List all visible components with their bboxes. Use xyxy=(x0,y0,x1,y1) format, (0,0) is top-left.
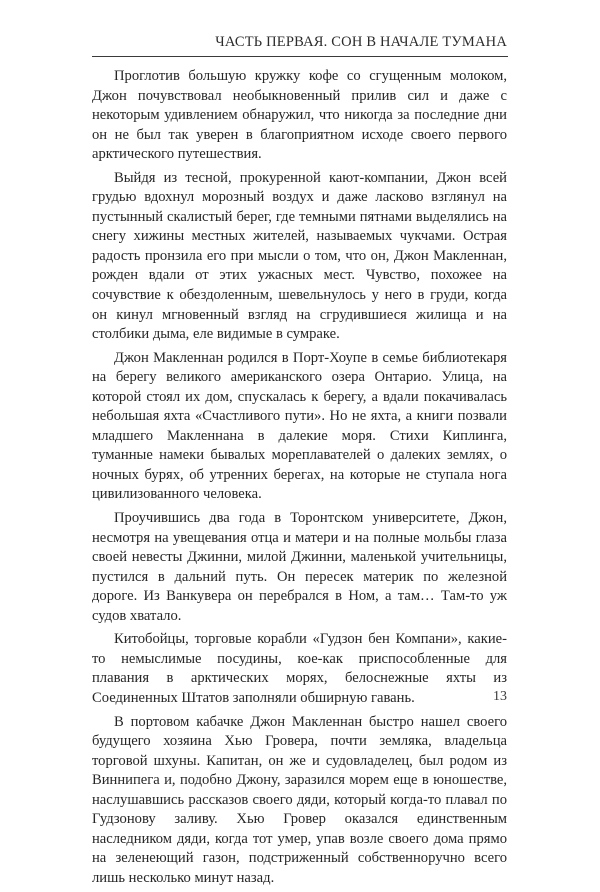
header-rule xyxy=(92,56,508,57)
page-number: 13 xyxy=(493,689,507,704)
body-text xyxy=(92,67,507,892)
running-head: ЧАСТЬ ПЕРВАЯ. СОН В НАЧАЛЕ ТУМАНА xyxy=(215,34,507,50)
paragraph: Джон Макленнан родился в Порт-Хоупе в семье библиотекаря на берегу великого американского озера Онтарио. Улица, на которой стоял их дом, спускалась к берегу, а вдали покачивалась небольшая яхта «Счастливого пути». Но не яхта, а книги позвали младшего Макленнана в далекие моря. Стихи Киплинга, туманные намеки бывалых мореплавателей о далеких землях, о ночных бурях, об утренних берегах, на которые не ступала нога цивилизованного человека. xyxy=(92,349,507,503)
paragraph: Выйдя из тесной, прокуренной кают-компании, Джон всей грудью вдохнул морозный воздух и даже ласково взглянул на пустынный скалистый берег, где темными пятнами выделялись на снегу хижины местных жителей, называемых чукчами. Острая радость пронзила его при мысли о том, что он, Джон Макленнан, рожден вдали от этих ужасных мест. Чувство, похожее на сочувствие к обездоленным, шевельнулось у него в груди, когда он кинул мгновенный взгляд на сгрудившиеся жилища и на столбики дыма, еле видимые в сумраке. xyxy=(92,169,507,343)
paragraph: Проглотив большую кружку кофе со сгущенным молоком, Джон почувствовал необыкновенный прилив сил и даже с некоторым удивлением обнаружил, что никогда за последние дни он не был так уверен в благоприятном исходе своего первого арктического путешествия. xyxy=(92,68,507,163)
paragraph: Проучившись два года в Торонтском университете, Джон, несмотря на увещевания отца и матери и на полные мольбы глаза своей невесты Джинни, милой Джинни, маленькой учительницы, пустился в дальний путь. Он пересек материк по железной дороге. Из Ванкувера он перебрался в Ном, а там… Там-то уж судов хватало. xyxy=(92,510,507,624)
paragraph: В портовом кабачке Джон Макленнан быстро нашел своего будущего хозяина Хью Гровера, почти земляка, владельца торговой шхуны. Капитан, он же и судовладелец, был родом из Виннипега и, подобно Джону, заразился морем еще в юношестве, наслушавшись рассказов своего дяди, который когда-то плавал по Гудзонову заливу. Хью Гровер оказался единственным наследником дяди, когда тот умер, упав возле своего дома прямо на зеленеющий газон, подстриженный собственноручно всего лишь несколько минут назад. xyxy=(92,713,507,886)
paragraph: Китобойцы, торговые корабли «Гудзон бен Компани», какие-то немыслимые посудины, кое-как приспособленные для плавания в арктических морях, белоснежные яхты из Соединенных Штатов заполняли обширную гавань. xyxy=(92,631,507,706)
